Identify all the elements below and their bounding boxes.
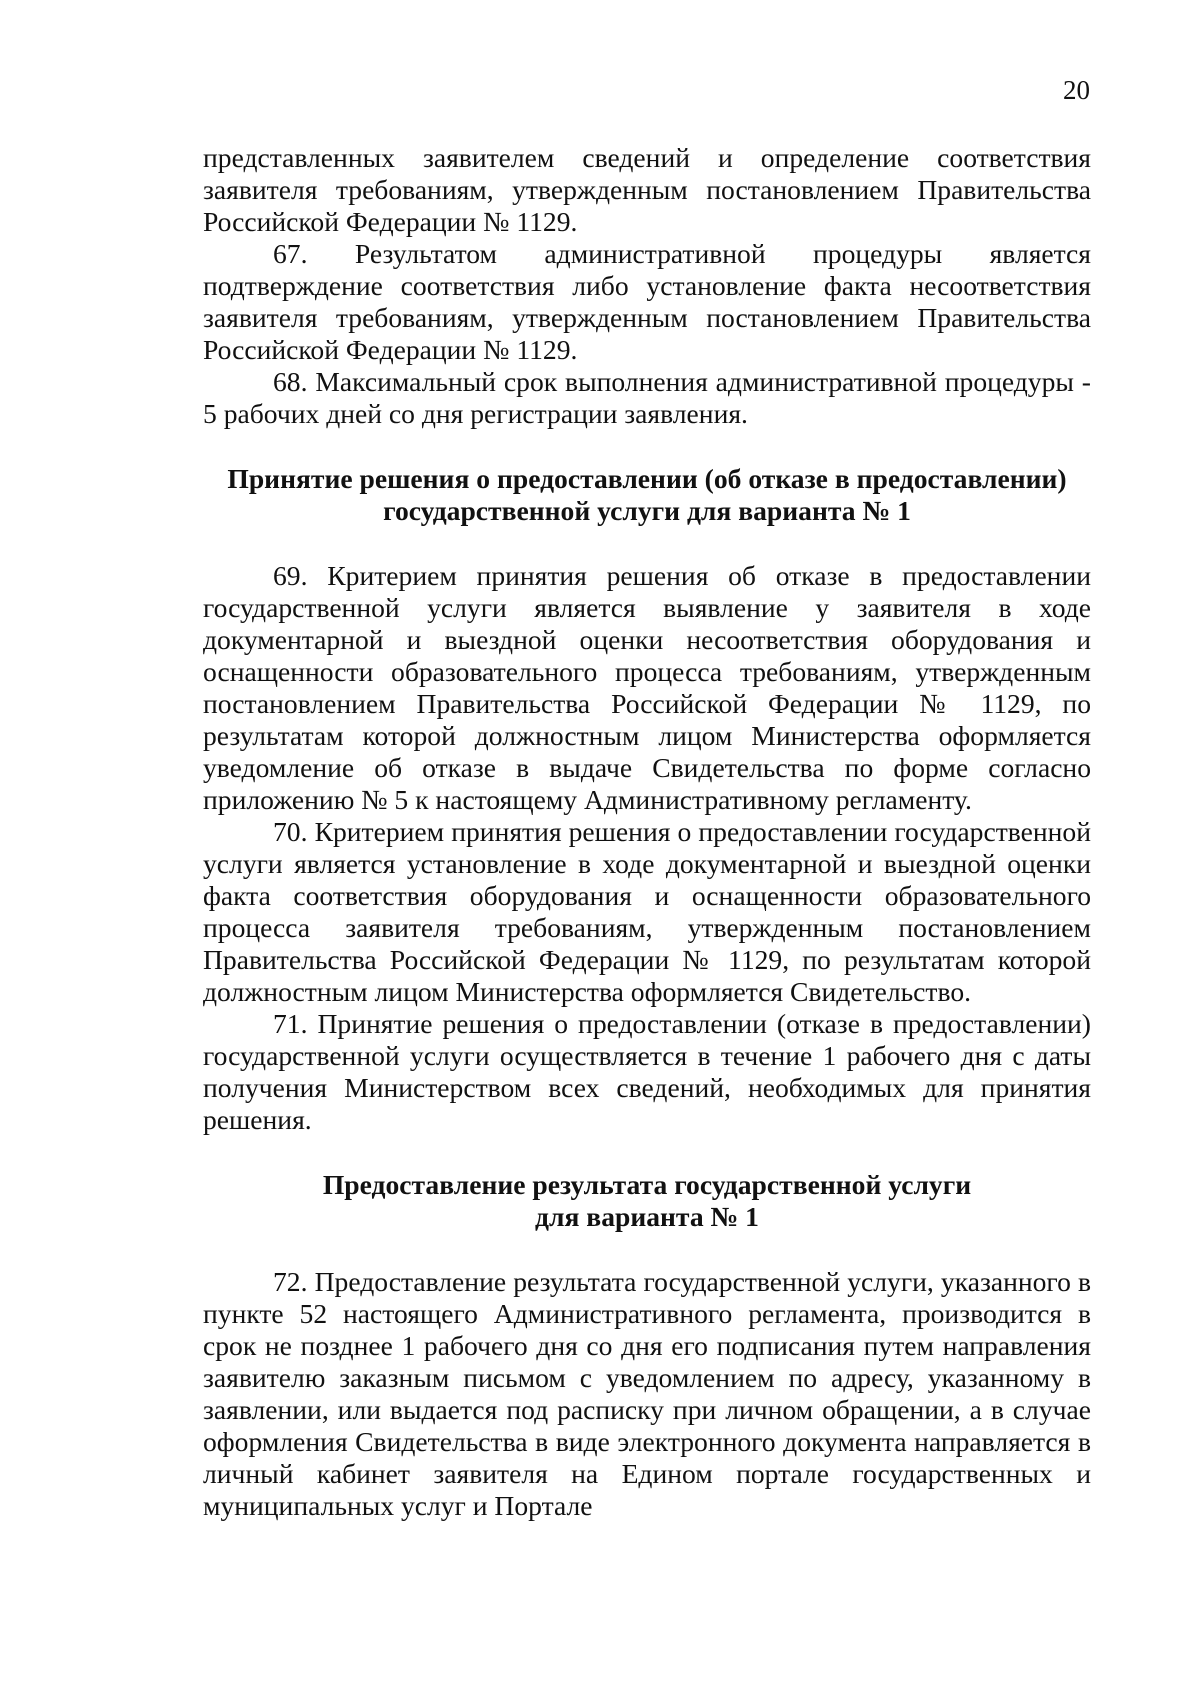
paragraph-67: 67. Результатом административной процедуры является подтверждение соответствия либо установление факта несоответствия заявителя требованиям, утвержденным постановлением Правительства Российской Федерации № 1129. (203, 238, 1091, 365)
paragraph-66-continuation: представленных заявителем сведений и определение соответствия заявителя требованиям, утвержденным постановлением Правительства Российской Федерации № 1129. (203, 142, 1091, 237)
section-heading-decision (203, 463, 1091, 527)
section-heading-result-line-1: Предоставление результата государственной услуги (322, 1169, 972, 1200)
section-heading-result-line-2: для варианта № 1 (535, 1201, 759, 1232)
paragraph-72: 72. Предоставление результата государственной услуги, указанного в пункте 52 настоящего Административного регламента, производится в срок не позднее 1 рабочего дня со дня его подписания путем направления заявителю заказным письмом с уведомлением по адресу, указанному в заявлении, или выдается под расписку при личном обращении, а в случае оформления Свидетельства в виде электронного документа направляется в личный кабинет заявителя на Едином портале государственных и муниципальных услуг и Портале (203, 1266, 1091, 1521)
spacer (203, 1233, 1091, 1266)
section-heading-decision-line-2: государственной услуги для варианта № 1 (383, 495, 911, 526)
page-number: 20 (1063, 75, 1090, 105)
paragraph-68: 68. Максимальный срок выполнения административной процедуры - 5 рабочих дней со дня регистрации заявления. (203, 366, 1091, 429)
section-heading-result (203, 1169, 1091, 1233)
paragraph-71: 71. Принятие решения о предоставлении (отказе в предоставлении) государственной услуги осуществляется в течение 1 рабочего дня с даты получения Министерством всех сведений, необходимых для принятия решения. (203, 1008, 1091, 1135)
document-body (203, 142, 1091, 1522)
spacer (203, 1136, 1091, 1169)
spacer (203, 430, 1091, 463)
section-heading-decision-line-1: Принятие решения о предоставлении (об отказе в предоставлении) (227, 463, 1067, 494)
paragraph-69: 69. Критерием принятия решения об отказе в предоставлении государственной услуги является выявление у заявителя в ходе документарной и выездной оценки несоответствия оборудования и оснащенности образовательного процесса требованиям, утвержденным постановлением Правительства Российской Федерации № 1129, по результатам которой должностным лицом Министерства оформляется уведомление об отказе в выдаче Свидетельства по форме согласно приложению № 5 к настоящему Административному регламенту. (203, 560, 1091, 815)
spacer (203, 527, 1091, 560)
paragraph-70: 70. Критерием принятия решения о предоставлении государственной услуги является установление в ходе документарной и выездной оценки факта соответствия оборудования и оснащенности образовательного процесса заявителя требованиям, утвержденным постановлением Правительства Российской Федерации № 1129, по результатам которой должностным лицом Министерства оформляется Свидетельство. (203, 816, 1091, 1007)
